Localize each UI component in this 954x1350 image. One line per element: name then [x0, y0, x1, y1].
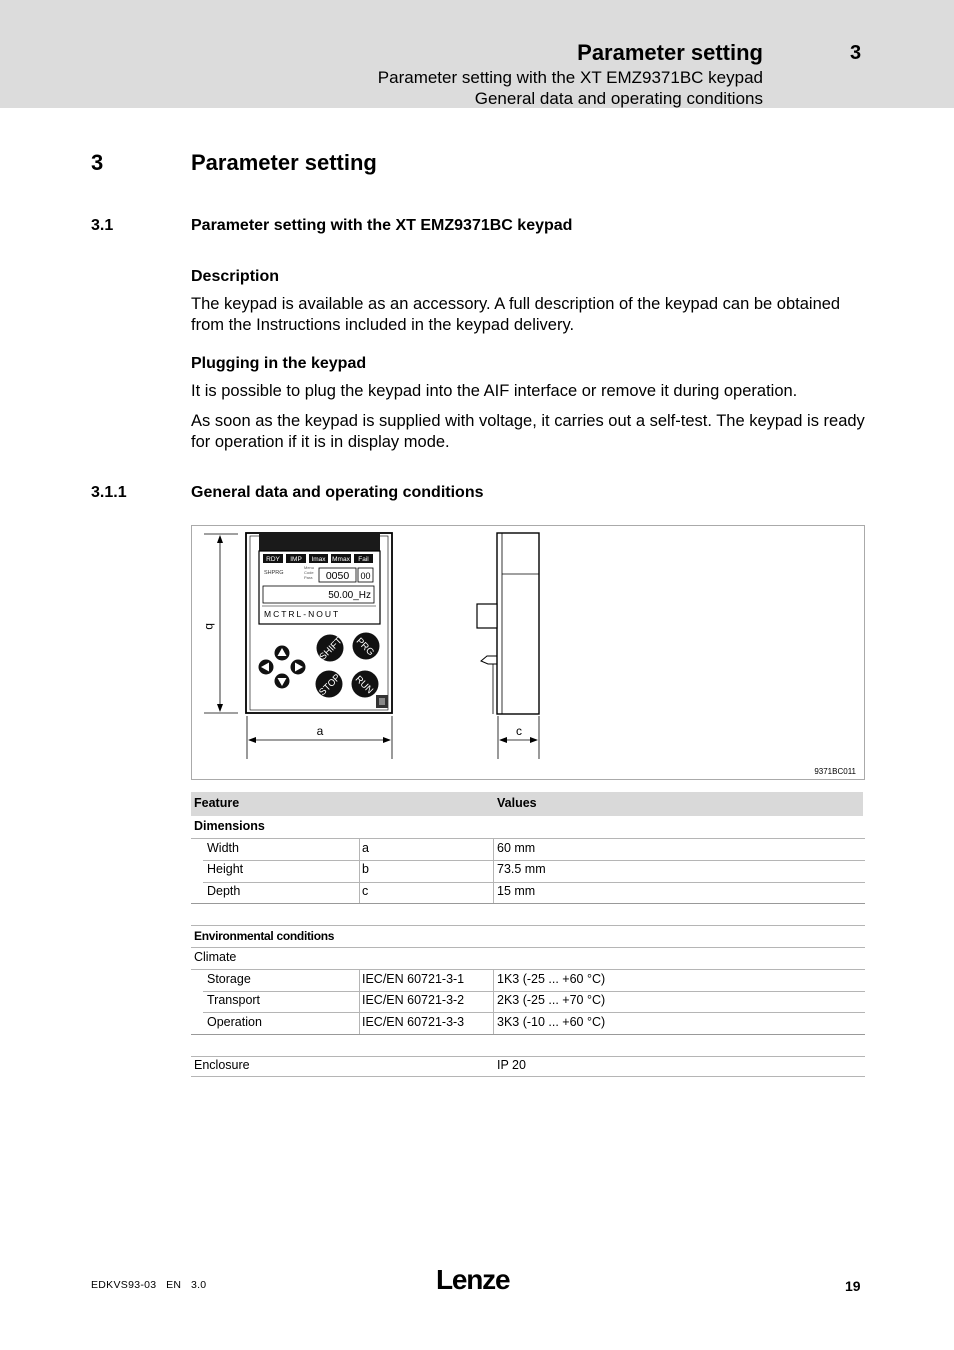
table-row-width-value: 60 mm — [497, 841, 536, 855]
mini-label-code: Code — [304, 570, 314, 575]
table-row-operation-name: Operation — [207, 1015, 262, 1029]
keypad-figure — [191, 525, 865, 780]
key-stop-label: STOP — [317, 672, 344, 699]
description-text: The keypad is available as an accessory. A full description of the keypad can be obtained from the Instructions included in the keypad delivery. — [191, 295, 841, 334]
col-header-values: Values — [497, 796, 537, 810]
shprg-label: SHPRG — [264, 570, 284, 576]
table-row-width-symbol: a — [362, 841, 369, 855]
table-row-storage-standard: IEC/EN 60721-3-1 — [362, 972, 465, 986]
table-row-depth-name: Depth — [207, 884, 241, 898]
footer-doc-id: EDKVS93-03 EN 3.0 — [91, 1279, 207, 1291]
lenze-logo — [436, 1264, 516, 1299]
header-subtitle-1: Parameter setting with the XT EMZ9371BC keypad — [377, 68, 763, 87]
logo-text: Lenze — [436, 1264, 510, 1294]
description-heading: Description — [191, 268, 280, 285]
status-mmax: Mmax — [332, 556, 350, 563]
table-row-storage-value: 1K3 (-25 ... +60 °C) — [497, 972, 606, 986]
plugging-heading: Plugging in the keypad — [191, 355, 367, 372]
key-shift-label: SHIFT — [317, 635, 345, 663]
enclosure-value: IP 20 — [497, 1058, 526, 1072]
table-row-depth-value: 15 mm — [497, 884, 536, 898]
enclosure-label: Enclosure — [194, 1058, 250, 1072]
keypad-side-view — [477, 533, 539, 714]
dimensions-heading: Dimensions — [194, 819, 265, 833]
env-conditions-heading: Environmental conditions — [194, 929, 335, 943]
status-imp: IMP — [290, 556, 302, 563]
subsection-title: Parameter setting with the XT EMZ9371BC keypad — [191, 217, 573, 234]
subsection-number: 3.1 — [91, 217, 114, 234]
figure-code: 9371BC011 — [814, 767, 856, 776]
col-header-feature: Feature — [194, 796, 240, 810]
table-row-storage-name: Storage — [207, 972, 251, 986]
sub-value: 00 — [360, 571, 371, 581]
status-imax: Imax — [311, 556, 326, 563]
table-row-width-name: Width — [207, 841, 239, 855]
section-title: Parameter setting — [191, 150, 377, 175]
section-number: 3 — [91, 150, 104, 175]
dim-c-label: c — [516, 724, 522, 738]
text-line-display: MCTRL-NOUT — [264, 609, 341, 619]
code-value: 0050 — [325, 570, 350, 582]
key-run-label: RUN — [352, 673, 376, 697]
subsubsection-title: General data and operating conditions — [191, 484, 484, 501]
table-row-transport-name: Transport — [207, 993, 261, 1007]
table-row-operation-value: 3K3 (-10 ... +60 °C) — [497, 1015, 606, 1029]
dim-a-label: a — [316, 724, 324, 738]
plugging-text-2: As soon as the keypad is supplied with voltage, it carries out a self-test. The keypad is ready for operation if it is in display mode. — [191, 412, 865, 451]
mini-label-para: Para — [304, 575, 313, 580]
subsubsection-number: 3.1.1 — [91, 484, 127, 501]
status-fail: Fail — [358, 556, 369, 563]
mini-label-menu: Menu — [304, 565, 315, 570]
table-row-height-name: Height — [207, 862, 244, 876]
header-chapter-number: 3 — [850, 42, 862, 64]
header-title: Parameter setting — [577, 40, 763, 65]
keypad-drawing — [192, 526, 864, 779]
climate-label: Climate — [194, 950, 237, 964]
table-row-depth-symbol: c — [362, 884, 369, 898]
header-subtitle-2: General data and operating conditions — [474, 89, 763, 108]
table-row-transport-value: 2K3 (-25 ... +70 °C) — [497, 993, 606, 1007]
page-number: 19 — [845, 1278, 861, 1294]
value-display: 50.00_Hz — [328, 590, 371, 601]
table-row-operation-standard: IEC/EN 60721-3-3 — [362, 1015, 465, 1029]
plugging-text-1: It is possible to plug the keypad into the AIF interface or remove it during operation. — [191, 382, 798, 400]
status-labels — [263, 554, 373, 563]
status-rdy: RDY — [266, 556, 280, 563]
table-row-height-value: 73.5 mm — [497, 862, 546, 876]
table-row-height-symbol: b — [362, 862, 369, 876]
key-prg-label: PRG — [353, 635, 377, 659]
table-row-transport-standard: IEC/EN 60721-3-2 — [362, 993, 465, 1007]
dim-b-label: b — [203, 623, 217, 630]
